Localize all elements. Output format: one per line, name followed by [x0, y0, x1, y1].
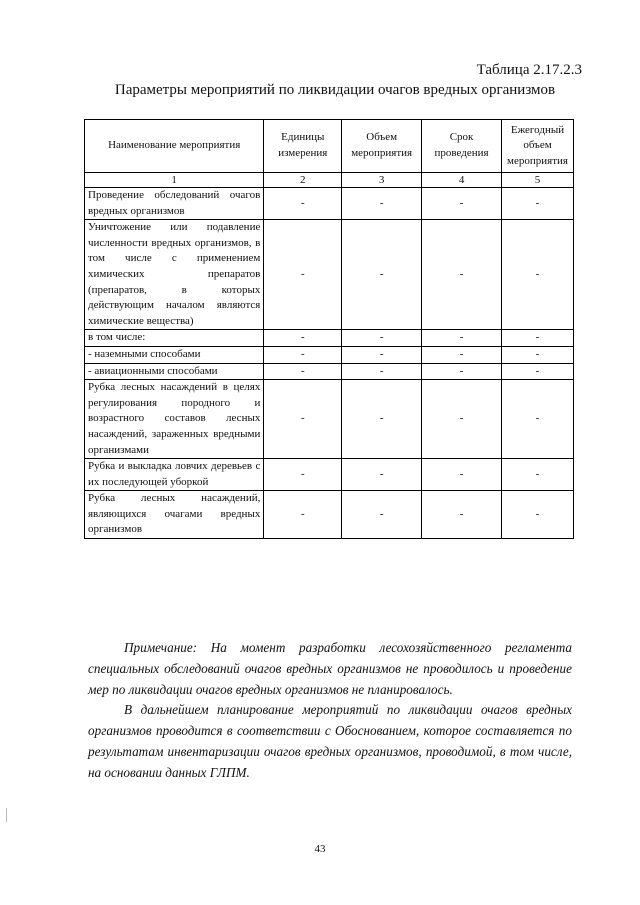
table-row — [85, 459, 574, 491]
column-number: 4 — [422, 173, 502, 188]
row-name: Рубка и выкладка ловчих деревьев с их последующей уборкой — [85, 459, 264, 491]
table-label: Таблица 2.17.2.3 — [476, 62, 582, 78]
row-value: - — [342, 346, 422, 363]
row-value: - — [422, 363, 502, 380]
row-value: - — [422, 459, 502, 491]
margin-mark — [6, 808, 7, 822]
column-header: Срок проведения — [422, 120, 502, 173]
table-row — [85, 380, 574, 459]
row-value: - — [422, 220, 502, 330]
table-row — [85, 330, 574, 347]
row-value: - — [342, 363, 422, 380]
table-row — [85, 220, 574, 330]
row-name: Проведение обследований очагов вредных организмов — [85, 188, 264, 220]
row-value: - — [342, 459, 422, 491]
row-value: - — [264, 188, 342, 220]
column-header: Единицы измерения — [264, 120, 342, 173]
row-value: - — [264, 459, 342, 491]
row-name: в том числе: — [85, 330, 264, 347]
table-row — [85, 491, 574, 539]
row-value: - — [264, 330, 342, 347]
row-value: - — [502, 491, 574, 539]
column-number: 2 — [264, 173, 342, 188]
row-value: - — [422, 346, 502, 363]
row-value: - — [502, 220, 574, 330]
row-value: - — [342, 220, 422, 330]
row-value: - — [422, 330, 502, 347]
column-header: Ежегодный объем мероприятия — [502, 120, 574, 173]
row-value: - — [342, 188, 422, 220]
row-value: - — [502, 188, 574, 220]
row-name: Рубка лесных насаждений, являющихся очагами вредных организмов — [85, 491, 264, 539]
row-value: - — [342, 491, 422, 539]
row-value: - — [264, 220, 342, 330]
note-paragraph: В дальнейшем планирование мероприятий по ликвидации очагов вредных организмов проводится в соответствии с Обоснованием, которое составляется по результатам инвентаризации очагов вредных организмов, проводимой, в том числе, на основании данных ГЛПМ. — [88, 702, 572, 780]
note-paragraph: Примечание: На момент разработки лесохозяйственного регламента специальных обследований очагов вредных организмов не проводилось и проведение мер по ликвидации очагов вредных организмов не планировалось. — [88, 640, 572, 697]
row-name: Рубка лесных насаждений в целях регулирования породного и возрастного составов лесных насаждений, зараженных вредными организмами — [85, 380, 264, 459]
column-number: 3 — [342, 173, 422, 188]
column-header: Объем мероприятия — [342, 120, 422, 173]
row-name: - авиационными способами — [85, 363, 264, 380]
row-value: - — [264, 491, 342, 539]
table-row — [85, 346, 574, 363]
column-number-row — [85, 173, 574, 188]
row-value: - — [502, 330, 574, 347]
table-header-row — [85, 120, 574, 173]
row-value: - — [502, 363, 574, 380]
row-value: - — [342, 380, 422, 459]
column-number: 1 — [85, 173, 264, 188]
row-value: - — [502, 346, 574, 363]
row-value: - — [502, 380, 574, 459]
page-number: 43 — [314, 843, 326, 855]
row-value: - — [342, 330, 422, 347]
table-row — [85, 363, 574, 380]
row-value: - — [264, 363, 342, 380]
row-value: - — [422, 188, 502, 220]
row-name: Уничтожение или подавление численности вредных организмов, в том числе с применением химических препаратов (препаратов, в которых действующим началом являются химические вещества) — [85, 220, 264, 330]
row-value: - — [264, 346, 342, 363]
column-header: Наименование мероприятия — [85, 120, 264, 173]
column-number: 5 — [502, 173, 574, 188]
row-name: - наземными способами — [85, 346, 264, 363]
note-block — [88, 638, 572, 784]
row-value: - — [264, 380, 342, 459]
page-title: Параметры мероприятий по ликвидации очагов вредных организмов — [114, 82, 556, 98]
row-value: - — [422, 380, 502, 459]
parameters-table — [84, 119, 574, 539]
table-row — [85, 188, 574, 220]
row-value: - — [422, 491, 502, 539]
row-value: - — [502, 459, 574, 491]
